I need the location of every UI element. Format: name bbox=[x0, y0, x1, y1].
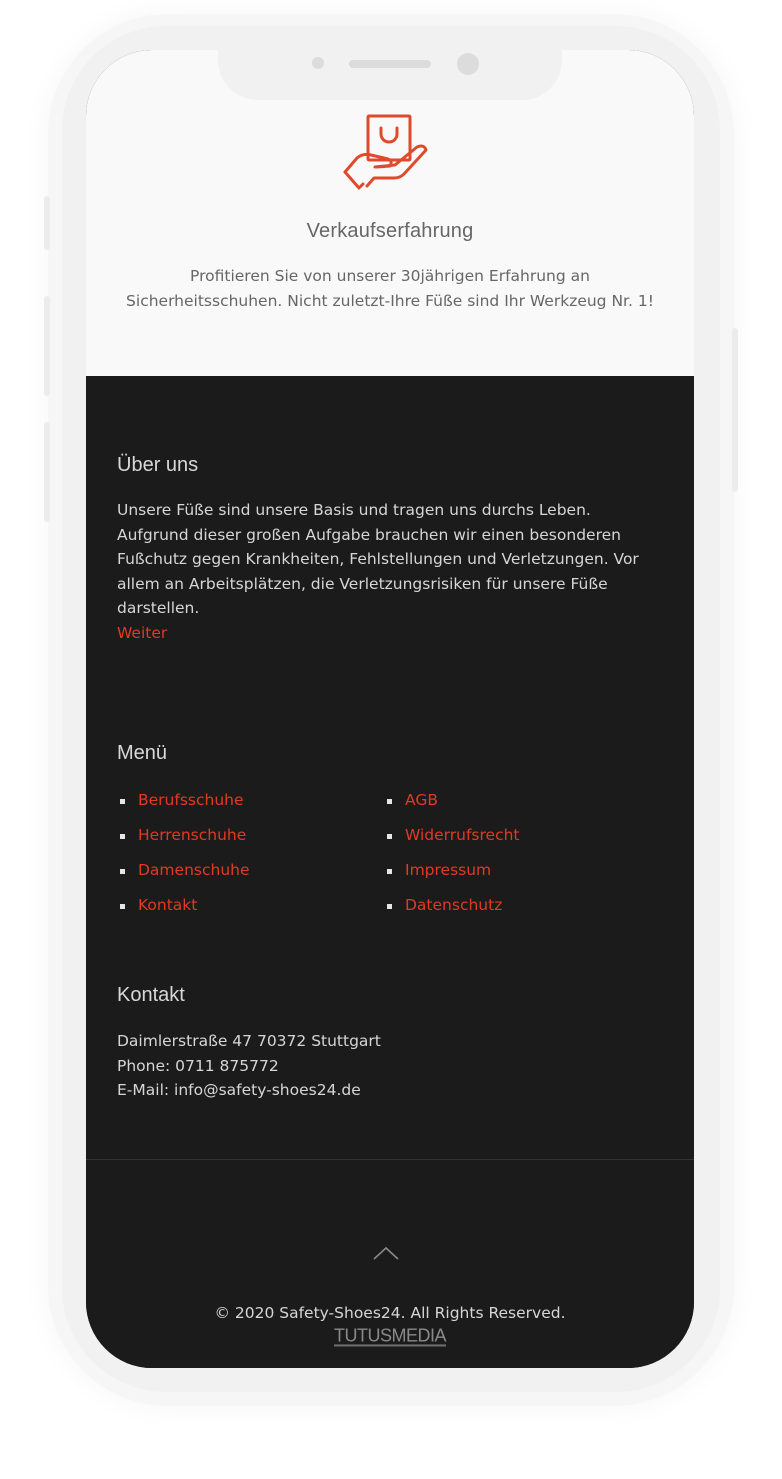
phone-notch bbox=[218, 50, 562, 100]
bullet bbox=[120, 904, 125, 909]
menu-link[interactable]: Herrenschuhe bbox=[138, 826, 247, 844]
footer bbox=[86, 376, 694, 1368]
bullet bbox=[387, 869, 392, 874]
menu-title: Menü bbox=[117, 742, 168, 764]
feature-title: Verkaufserfahrung bbox=[306, 220, 474, 242]
menu-item-berufsschuhe[interactable] bbox=[120, 791, 360, 826]
menu-link[interactable]: Damenschuhe bbox=[138, 861, 250, 879]
menu-link[interactable]: Berufsschuhe bbox=[138, 791, 244, 809]
bullet bbox=[120, 799, 125, 804]
contact-title: Kontakt bbox=[117, 984, 185, 1006]
menu-item-widerrufsrecht[interactable] bbox=[387, 826, 627, 861]
menu-link[interactable]: Widerrufsrecht bbox=[405, 826, 520, 844]
bullet bbox=[387, 799, 392, 804]
menu-link[interactable]: Datenschutz bbox=[405, 896, 503, 914]
menu-link[interactable]: Impressum bbox=[405, 861, 492, 879]
brand-logo[interactable] bbox=[86, 1326, 694, 1346]
about-title: Über uns bbox=[117, 454, 199, 476]
bullet bbox=[120, 869, 125, 874]
about-block bbox=[117, 498, 662, 645]
menu-column-right bbox=[387, 791, 627, 931]
contact-info bbox=[117, 1029, 381, 1103]
sensor-dot bbox=[312, 57, 324, 69]
chevron-up-icon[interactable] bbox=[373, 1246, 399, 1260]
feature-description: Profitieren Sie von unserer 30jährigen Erfahrung an Sicherheitsschuhen. Nicht zuletzt-Ihre Füße sind Ihr Werkzeug Nr. 1! bbox=[126, 267, 654, 310]
hand-holding-shopping-bag-icon bbox=[342, 110, 430, 194]
copyright-text: © 2020 Safety-Shoes24. All Rights Reserved. bbox=[214, 1304, 566, 1322]
contact-address: Daimlerstraße 47 70372 Stuttgart bbox=[117, 1032, 381, 1050]
about-text: Unsere Füße sind unsere Basis und tragen uns durchs Leben. Aufgrund dieser großen Aufgabe brauchen wir einen besonderen Fußchutz gegen Krankheiten, Fehlstellungen und Verletzungen. Vor allem an Arbeitsplätzen, die Verletzungsrisiken für unsere Füße darstellen. bbox=[117, 501, 639, 617]
phone-screen bbox=[86, 50, 694, 1368]
contact-phone[interactable]: Phone: 0711 875772 bbox=[117, 1056, 279, 1075]
menu-link[interactable]: Kontakt bbox=[138, 896, 198, 914]
menu-item-herrenschuhe[interactable] bbox=[120, 826, 360, 861]
phone-side-button bbox=[732, 328, 738, 492]
menu-link[interactable]: AGB bbox=[405, 791, 438, 809]
phone-side-button bbox=[44, 296, 50, 396]
menu-item-damenschuhe[interactable] bbox=[120, 861, 360, 896]
footer-divider bbox=[86, 1159, 694, 1160]
phone-side-button bbox=[44, 196, 50, 250]
speaker-grille bbox=[349, 60, 431, 68]
menu-item-agb[interactable] bbox=[387, 791, 627, 826]
brand-wordmark: TUTUSMEDIA bbox=[334, 1324, 446, 1346]
menu-item-kontakt[interactable] bbox=[120, 896, 360, 931]
about-more-link[interactable]: Weiter bbox=[117, 623, 168, 642]
front-camera bbox=[457, 53, 479, 75]
menu-item-datenschutz[interactable] bbox=[387, 896, 627, 931]
contact-email[interactable]: E-Mail: info@safety-shoes24.de bbox=[117, 1081, 361, 1099]
menu-column-left bbox=[120, 791, 360, 931]
phone-side-button bbox=[44, 422, 50, 522]
bullet bbox=[120, 834, 125, 839]
bullet bbox=[387, 834, 392, 839]
bullet bbox=[387, 904, 392, 909]
menu-item-impressum[interactable] bbox=[387, 861, 627, 896]
